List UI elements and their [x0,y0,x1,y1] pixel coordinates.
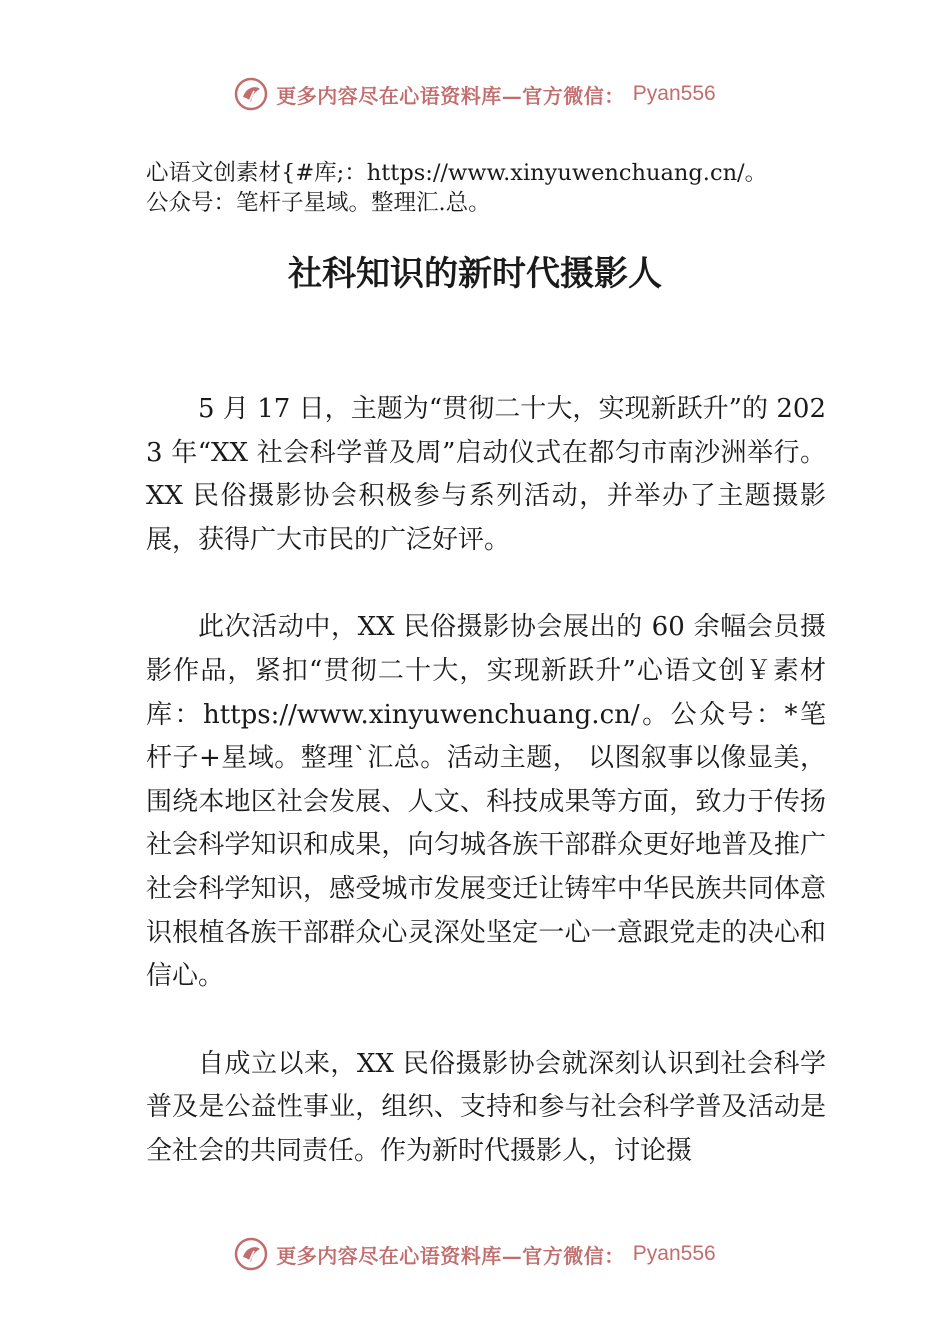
header-banner [0,72,950,116]
footer-banner [0,1232,950,1276]
source-notice [146,158,836,218]
logo-icon [234,77,268,111]
banner-wechat-id: Pyan556 [632,1242,716,1265]
source-line-1: 心语文创素材{#库;：https://www.xinyuwenchuang.cn/。 [146,160,768,186]
banner-text: 更多内容尽在心语资料库—官方微信： [276,1243,625,1268]
article-body [146,388,826,1218]
source-line-2: 公众号：笔杆子星域。整理汇.总。 [146,190,491,216]
banner-text: 更多内容尽在心语资料库—官方微信： [276,83,625,108]
paragraph-2: 此次活动中，XX 民俗摄影协会展出的 60 余幅会员摄影作品，紧扣“贯彻二十大，实现新跃升”心语文创￥素材库：https://www.xinyuwenchuang.cn/。公众号：*笔杆子+星域。整理`汇总。活动主题， 以图叙事以像显美，围绕本地区社会发展、人文、科技成果等方面，致力于传扬社会科学知识和成果，向匀城各族干部群众更好地普及推广社会科学知识，感受城市发展变迁让铸牢中华民族共同体意识根植各族干部群众心灵深处坚定一心一意跟党走的决心和信心。 [146,612,826,992]
banner-wechat-id: Pyan556 [632,82,716,105]
paragraph-3: 自成立以来，XX 民俗摄影协会就深刻认识到社会科学普及是公益性事业，组织、支持和参与社会科学普及活动是全社会的共同责任。作为新时代摄影人，讨论摄 [146,1048,826,1166]
paragraph-1: 5 月 17 日，主题为“贯彻二十大，实现新跃升”的 2023 年“XX 社会科学普及周”启动仪式在都匀市南沙洲举行。XX 民俗摄影协会积极参与系列活动，并举办了主题摄影展，获得广大市民的广泛好评。 [146,394,826,555]
article-title: 社科知识的新时代摄影人 [288,254,662,294]
logo-icon [234,1237,268,1271]
